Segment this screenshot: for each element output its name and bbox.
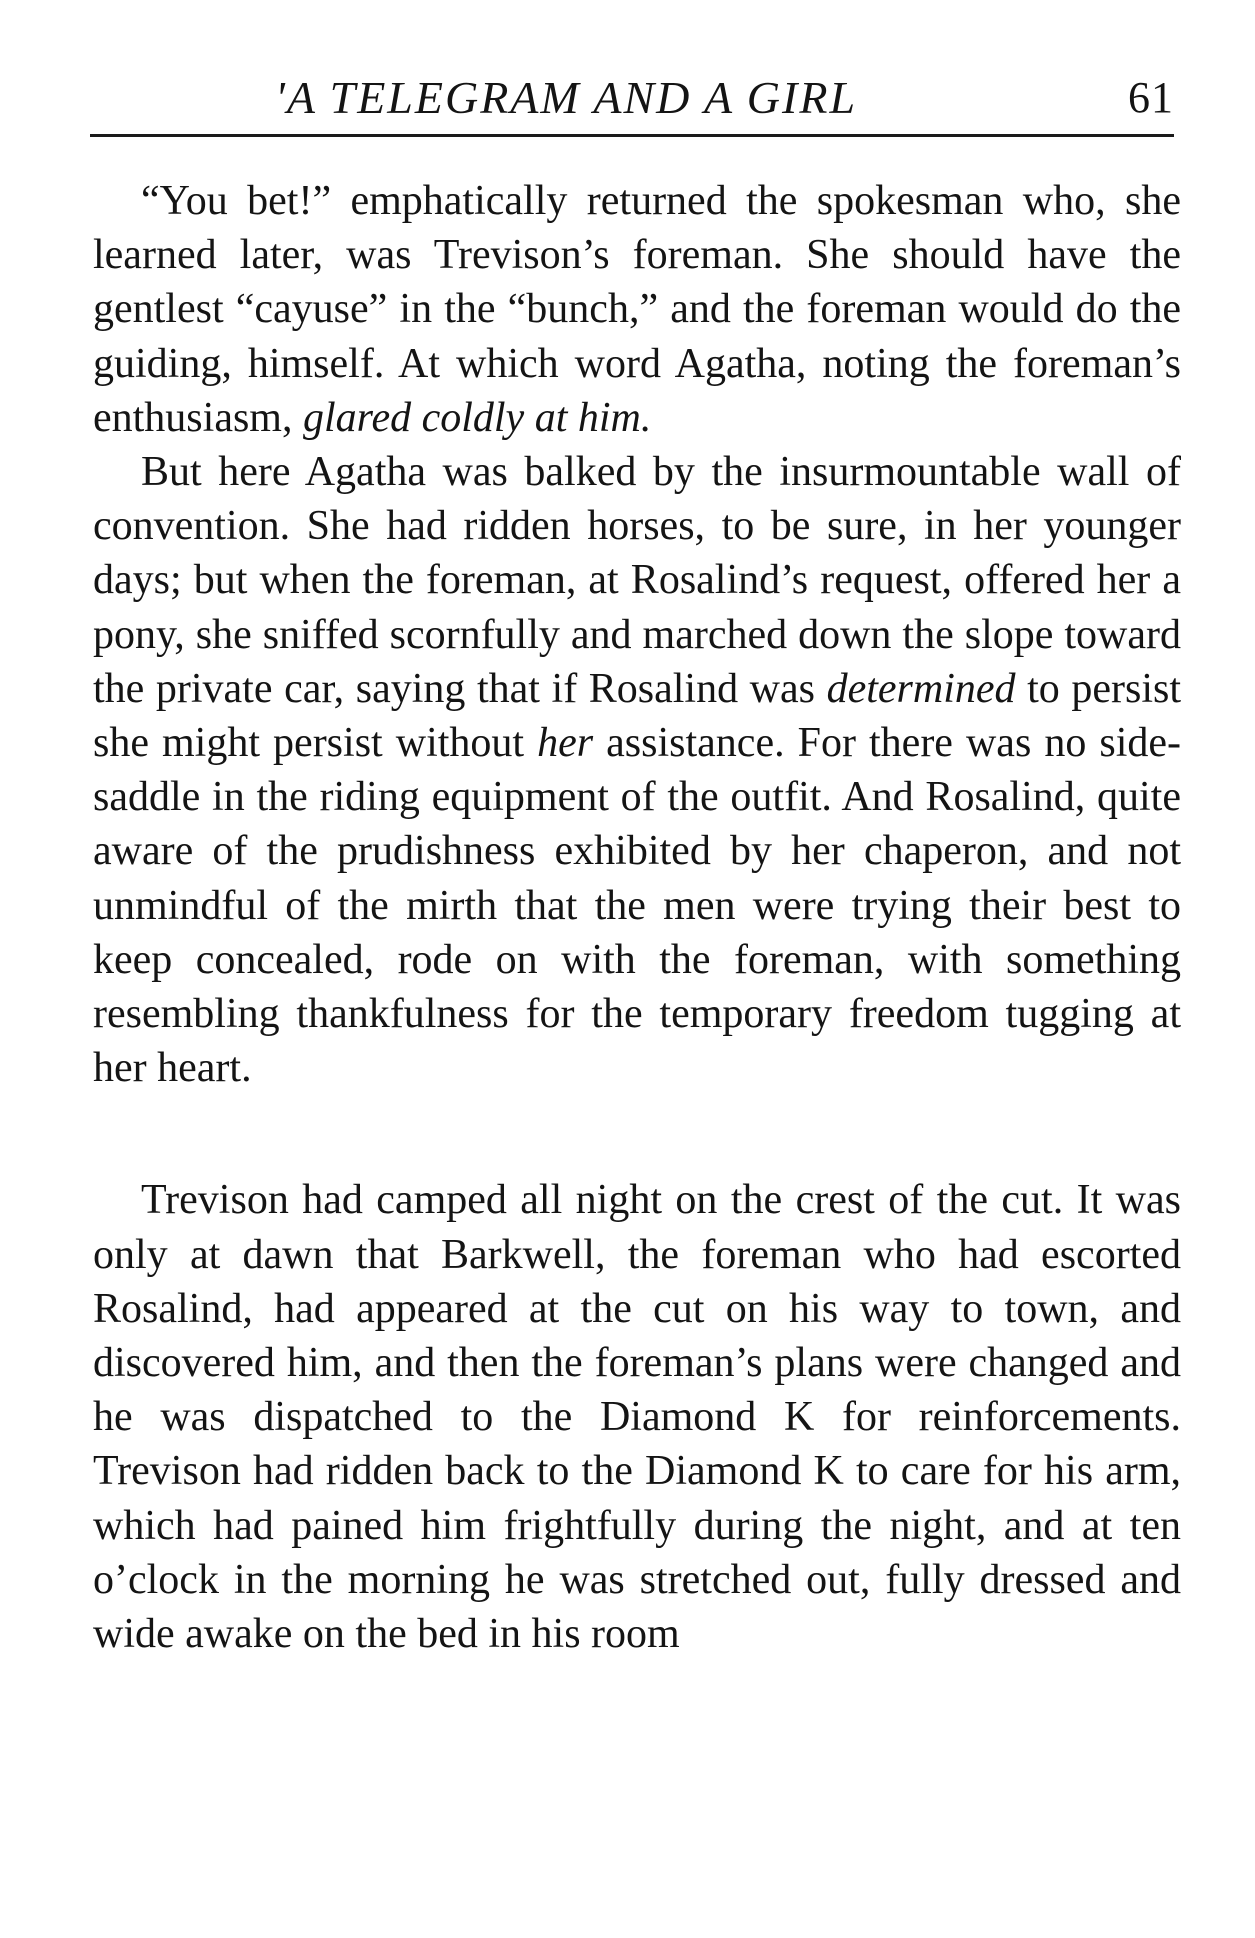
text-run: assistance. For there was no side-saddle in the riding equipment of the outfit. And Rosalind, quite aware of the prudishness exhibited by her chaperon, and not unmindful of the mirth that the men were trying their best to keep concealed, rode on with the foreman, with something resembling thankfulness for the temporary freedom tugging at her heart.: [93, 720, 1181, 1092]
paragraph-2: [93, 445, 1181, 1095]
section-break: [93, 1095, 1181, 1173]
page-number: 61: [1128, 73, 1174, 122]
body-text: [93, 174, 1181, 1661]
paragraph-3: [93, 1173, 1181, 1661]
running-title: 'A TELEGRAM AND A GIRL: [275, 72, 858, 123]
header-rule: [90, 134, 1174, 137]
text-run: to persist she might persist without: [93, 665, 1182, 767]
text-run: But here Agatha was balked by the insurmountable wall of convention. She had ridden horses, to be sure, in her younger days; but when the foreman, at Rosalind’s request, offered her a pony, she sniffed scornfully and marched down the slope toward the private car, saying that if Rosalind was: [93, 449, 1181, 712]
italic-text-run: determined: [826, 665, 1016, 712]
italic-text-run: her: [537, 720, 594, 767]
paragraph-1: [93, 174, 1181, 445]
text-run: Trevison had camped all night on the crest of the cut. It was only at dawn that Barkwell, the foreman who had escorted Rosalind, had appeared at the cut on his way to town, and discovered him, and then the foreman’s plans were changed and he was dispatched to the Diamond K for reinforcements. Trevison had ridden back to the Diamond K to care for his arm, which had pained him frightfully during the night, and at ten o’clock in the morning he was stretched out, fully dressed and wide awake on the bed in his room: [93, 1177, 1181, 1658]
italic-text-run: glared coldly at him.: [302, 394, 652, 441]
running-head: [90, 68, 1174, 128]
text-run: “You bet!” emphatically returned the spokesman who, she learned later, was Trevison’s foreman. She should have the gentlest “cayuse” in the “bunch,” and the foreman would do the guiding, himself. At which word Agatha, noting the foreman’s enthusiasm,: [93, 178, 1181, 441]
